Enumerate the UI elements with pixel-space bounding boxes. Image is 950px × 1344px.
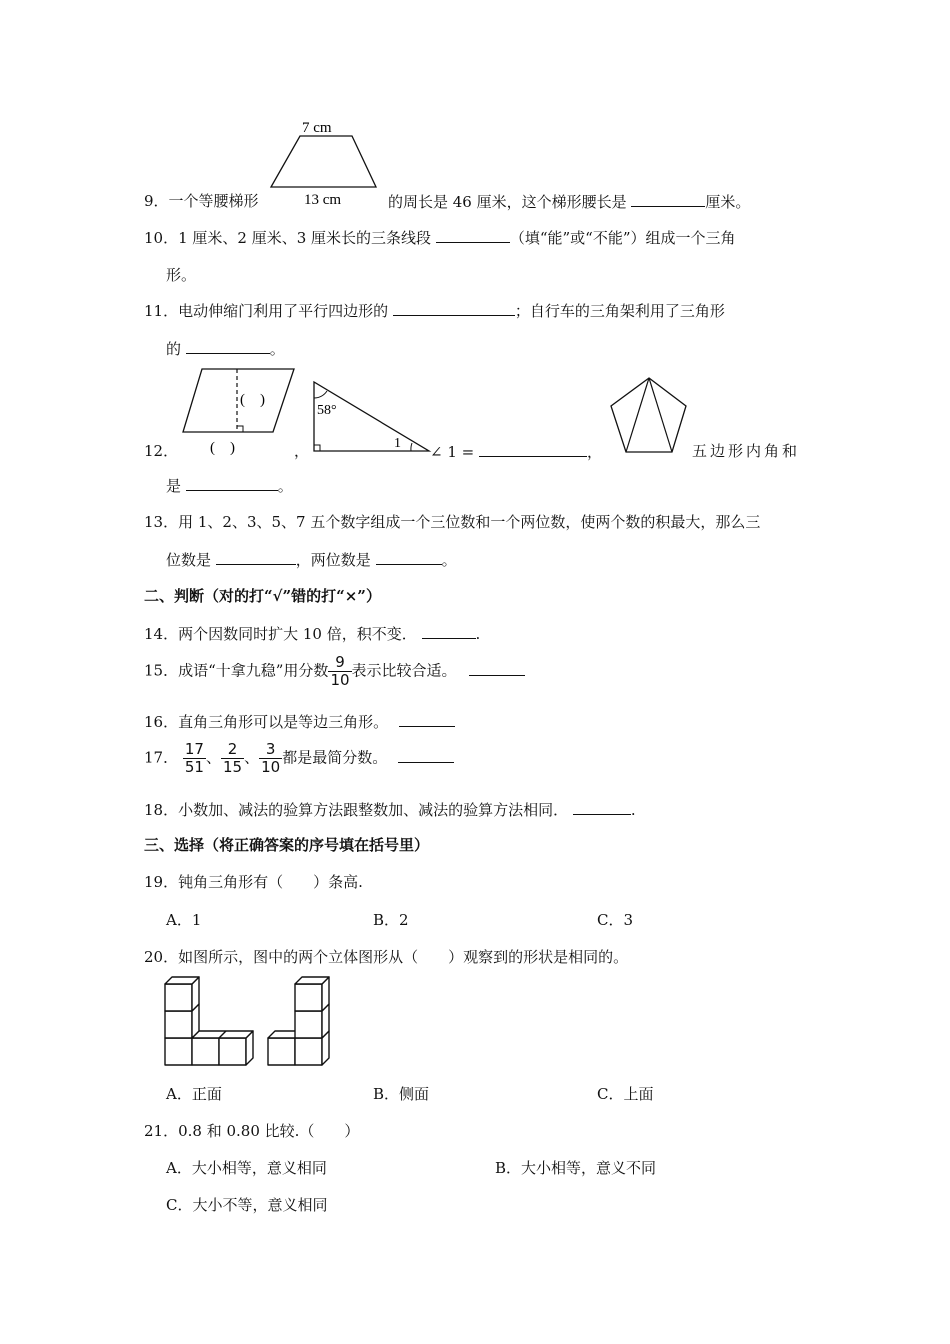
question-text: 0.8 和 0.80 比较.（ ） xyxy=(178,1122,360,1140)
option-c[interactable]: C．上面 xyxy=(597,1085,654,1103)
option-a[interactable]: A．1 xyxy=(166,911,202,929)
height-label: ( ) xyxy=(240,392,265,408)
angle-58-label: 58° xyxy=(317,403,337,418)
answer-blank-two-digit[interactable] xyxy=(376,548,442,565)
answer-blank-three-digit[interactable] xyxy=(216,548,296,565)
fraction-1: $\frac{17}{51}$ xyxy=(184,740,204,776)
fraction: $\frac{9}{10}$ xyxy=(330,653,350,689)
question-21 xyxy=(144,1120,359,1141)
question-text: 一个等腰梯形 xyxy=(168,192,259,210)
answer-blank[interactable] xyxy=(399,710,455,727)
question-number: 18． xyxy=(144,801,179,819)
fraction-2: $\frac{2}{15}$ xyxy=(222,740,243,776)
question-10 xyxy=(144,226,736,248)
question-number: 21． xyxy=(144,1122,179,1140)
answer-blank[interactable] xyxy=(393,299,515,316)
answer-blank[interactable] xyxy=(469,659,525,676)
question-13 xyxy=(144,511,760,532)
pentagon-text: 五边形内角和 xyxy=(692,442,801,460)
cube-figures xyxy=(160,974,340,1070)
question-11 xyxy=(144,299,725,321)
question-12-number: 12． xyxy=(144,442,179,460)
question-text-middle: ；自行车的三角架利用了三角形 xyxy=(514,302,725,320)
option-b[interactable]: B．2 xyxy=(373,911,409,929)
base-label: ( ) xyxy=(210,440,235,456)
question-18: 18．小数加、减法的验算方法跟整数加、减法的验算方法相同． . xyxy=(144,798,636,820)
question-number: 14． xyxy=(144,625,179,643)
parallelogram-figure xyxy=(180,364,302,460)
question-number: 20． xyxy=(144,948,179,966)
option-c[interactable]: C．3 xyxy=(597,911,634,929)
answer-blank[interactable] xyxy=(573,798,631,815)
option-a[interactable]: A．大小相等，意义相同 xyxy=(166,1159,327,1177)
question-text: 的周长是 46 厘米，这个梯形腰长是 xyxy=(388,193,627,211)
option-b[interactable]: B．侧面 xyxy=(373,1085,430,1103)
answer-blank[interactable] xyxy=(631,190,705,207)
question-text: 直角三角形可以是等边三角形。 xyxy=(178,713,389,731)
trapezoid-top-label: 7 cm xyxy=(302,120,332,136)
question-20 xyxy=(144,946,628,967)
question-16 xyxy=(144,710,455,732)
question-text: 成语“十拿九稳”用分数 xyxy=(178,661,329,680)
angle-expression: ∠ 1 = xyxy=(430,443,475,461)
question-number: 13． xyxy=(144,513,179,531)
unit-text: 厘米。 xyxy=(705,193,751,211)
fraction-3: $\frac{3}{10}$ xyxy=(261,740,281,776)
answer-blank[interactable] xyxy=(186,474,278,491)
answer-blank[interactable] xyxy=(398,746,454,763)
question-15: 15．成语“十拿九稳”用分数 $\frac{9}{10}$ 表示比较合适。 xyxy=(144,654,525,689)
question-number: 17． xyxy=(144,748,179,767)
question-text: 用 1、2、3、5、7 五个数字组成一个三位数和一个两位数，使两个数的积最大，那么三 xyxy=(178,513,761,531)
question-9 xyxy=(144,190,259,211)
section-2-title: 二、判断（对的打“√”错的打“×”） xyxy=(144,587,381,605)
answer-blank[interactable] xyxy=(186,337,270,354)
question-text: 1 厘米、2 厘米、3 厘米长的三条线段 xyxy=(178,229,432,247)
answer-blank[interactable] xyxy=(436,226,510,243)
trapezoid-figure xyxy=(262,112,387,210)
question-14: 14．两个因数同时扩大 10 倍，积不变． . xyxy=(144,622,480,644)
answer-blank[interactable] xyxy=(479,440,587,457)
section-3-title: 三、选择（将正确答案的序号填在括号里） xyxy=(144,836,430,854)
question-text: 两个因数同时扩大 10 倍，积不变． xyxy=(178,625,417,643)
question-number: 19． xyxy=(144,873,179,891)
angle-1-label: 1 xyxy=(394,436,401,451)
right-triangle-figure xyxy=(310,378,434,458)
pentagon-figure xyxy=(604,374,694,456)
question-number: 16． xyxy=(144,713,179,731)
question-text: 小数加、减法的验算方法跟整数加、减法的验算方法相同． xyxy=(178,801,569,819)
question-number: 15． xyxy=(144,661,179,680)
question-text-suffix: （填“能”或“不能”）组成一个三角 xyxy=(509,229,736,247)
question-text-line2: 形。 xyxy=(166,266,197,284)
question-text: 钝角三角形有（ ）条高. xyxy=(178,873,363,891)
question-text: 如图所示，图中的两个立体图形从（ ）观察到的形状是相同的。 xyxy=(178,948,629,966)
question-text-line2: 的 xyxy=(166,340,182,358)
question-17: 17． $\frac{17}{51}$ 、 $\frac{2}{15}$ 、 $\frac{3}{10}$ 都是最简分数。 xyxy=(144,741,454,776)
question-19 xyxy=(144,871,363,892)
answer-blank[interactable] xyxy=(422,622,476,639)
option-b[interactable]: B．大小相等，意义不同 xyxy=(495,1159,657,1177)
question-number: 11． xyxy=(144,302,179,320)
trapezoid-bottom-label: 13 cm xyxy=(304,192,342,208)
question-text: 电动伸缩门利用了平行四边形的 xyxy=(178,302,389,320)
question-text-line2: 是 xyxy=(166,477,182,495)
question-number: 10． xyxy=(144,229,179,247)
option-c[interactable]: C．大小不等，意义相同 xyxy=(166,1196,328,1214)
question-number: 9． xyxy=(144,192,169,210)
question-text: 都是最简分数。 xyxy=(282,748,388,767)
option-a[interactable]: A．正面 xyxy=(166,1085,222,1103)
